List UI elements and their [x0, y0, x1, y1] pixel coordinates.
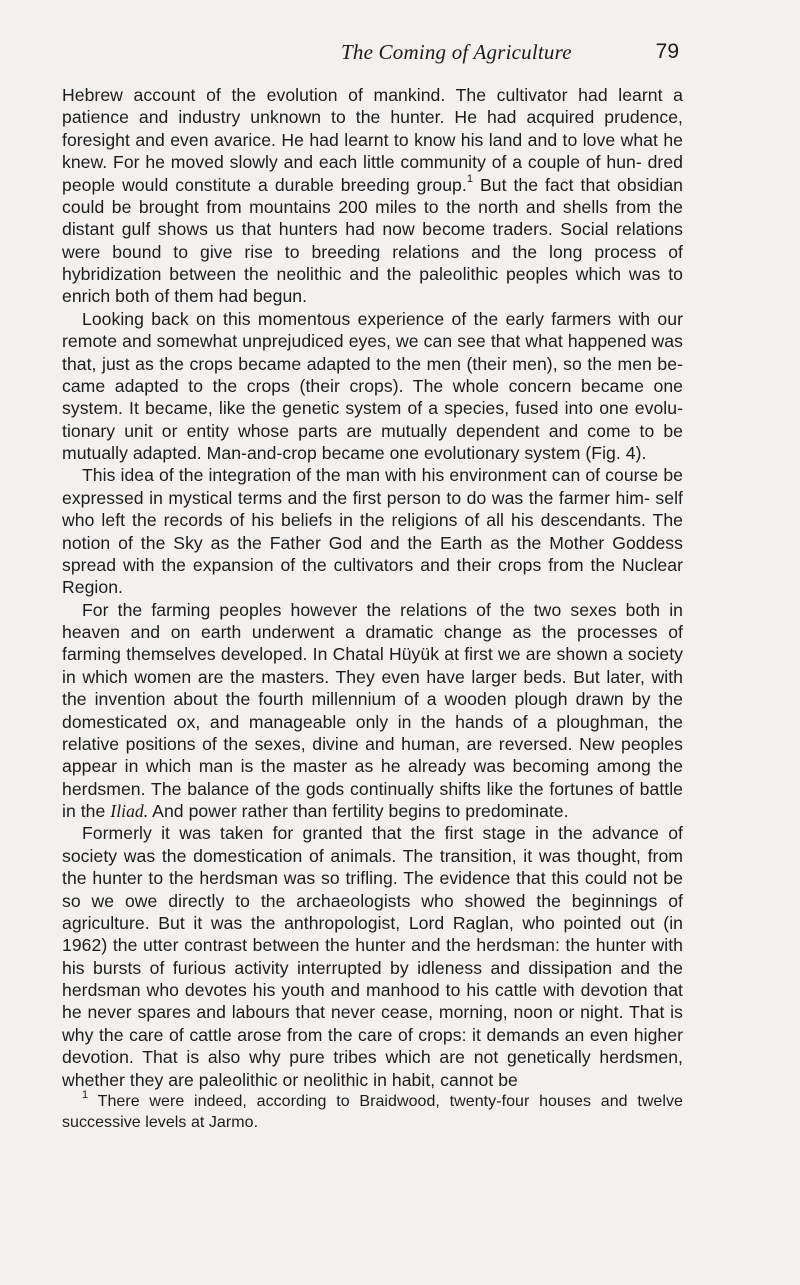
iliad-title: Iliad. — [110, 801, 149, 821]
footnote-number: 1 — [82, 1088, 89, 1101]
body-text — [62, 84, 683, 1133]
paragraph-5: Formerly it was taken for granted that the first stage in the advance of society was the domestication of animals. The transition, it was thought, from the hunter to the herdsman was so trifling. The evidence that this could not be so we owe directly to the archaeologists who showed the beginnings of agriculture. But it was the anthropologist, Lord Raglan, who pointed out (in 1962) the utter contrast between the hunter and the herdsman: the hunter with his bursts of furious activity interrupted by idleness and dissipation and the herdsman who devotes his youth and manhood to his cattle with devotion that he never spares and labours that never cease, morning, noon or night. That is why the care of cattle arose from the care of crops: it demands an even higher devotion. That is also why pure tribes which are not genetically herdsmen, whether they are paleolithic or neolithic in habit, cannot be — [62, 823, 683, 1090]
footnote-marker: 1 — [466, 172, 473, 185]
running-head — [60, 40, 685, 70]
page-number: 79 — [655, 40, 679, 63]
paragraph-1 — [62, 84, 683, 308]
paragraph-4-text: For the farming peoples however the relations of the two sexes both in heaven and on earth underwent a dramatic change as the processes of farming themselves developed. In Chatal Hüyük at first we are shown a society in which women are the masters. They even have larger beds. But later, with the invention about the fourth millennium of a wooden plough drawn by the domesticated ox, and manageable only in the hands of a ploughman, the relative positions of the sexes, divine and human, are reversed. New peoples appear in which man is the master as he already was becoming among the herdsmen. The balance of the gods continually shifts like the fortunes of battle in the — [62, 599, 683, 821]
footnote — [62, 1088, 683, 1133]
paragraph-1-text: Hebrew account of the evolution of mankind. The cultivator had learnt a patience and industry unknown to the hunter. He had acquired prudence, foresight and even avarice. He had learnt to know his land and to love what he knew. For he moved slowly and each little community of a couple of hun- dred people would constitute a durable breeding group. — [62, 85, 683, 195]
paragraph-3: This idea of the integration of the man with his environment can of course be expressed in mystical terms and the first person to do was the farmer him- self who left the records of his beliefs in the religions of all his descendants. The notion of the Sky as the Father God and the Earth as the Mother Goddess spread with the expansion of the cultivators and their crops from the Nuclear Region. — [62, 465, 683, 598]
paragraph-1-text-cont: But the fact that obsidian could be brought from mountains 200 miles to the north and shells from the distant gulf shows us that hunters had now become traders. Social relations were bound to give rise to breeding relations and the long process of hybridization between the neolithic and the paleolithic peoples which was to enrich both of them had begun. — [62, 174, 683, 307]
paragraph-4-text-cont: And power rather than fertility begins to predominate. — [148, 801, 569, 821]
footnote-text: There were indeed, according to Braidwood, twenty-four houses and twelve successive levels at Jarmo. — [62, 1092, 683, 1131]
running-title: The Coming of Agriculture — [341, 40, 572, 64]
paragraph-2: Looking back on this momentous experience of the early farmers with our remote and somewhat unprejudiced eyes, we can see that what happened was that, just as the crops became adapted to the men (their men), so the men be- came adapted to the crops (their crops). The whole concern became one system. It became, like the genetic system of a species, fused into one evolu- tionary unit or entity whose parts are mutually dependent and come to be mutually adapted. Man-and-crop became one evolutionary system (Fig. 4). — [62, 308, 683, 463]
paragraph-4 — [62, 599, 683, 823]
